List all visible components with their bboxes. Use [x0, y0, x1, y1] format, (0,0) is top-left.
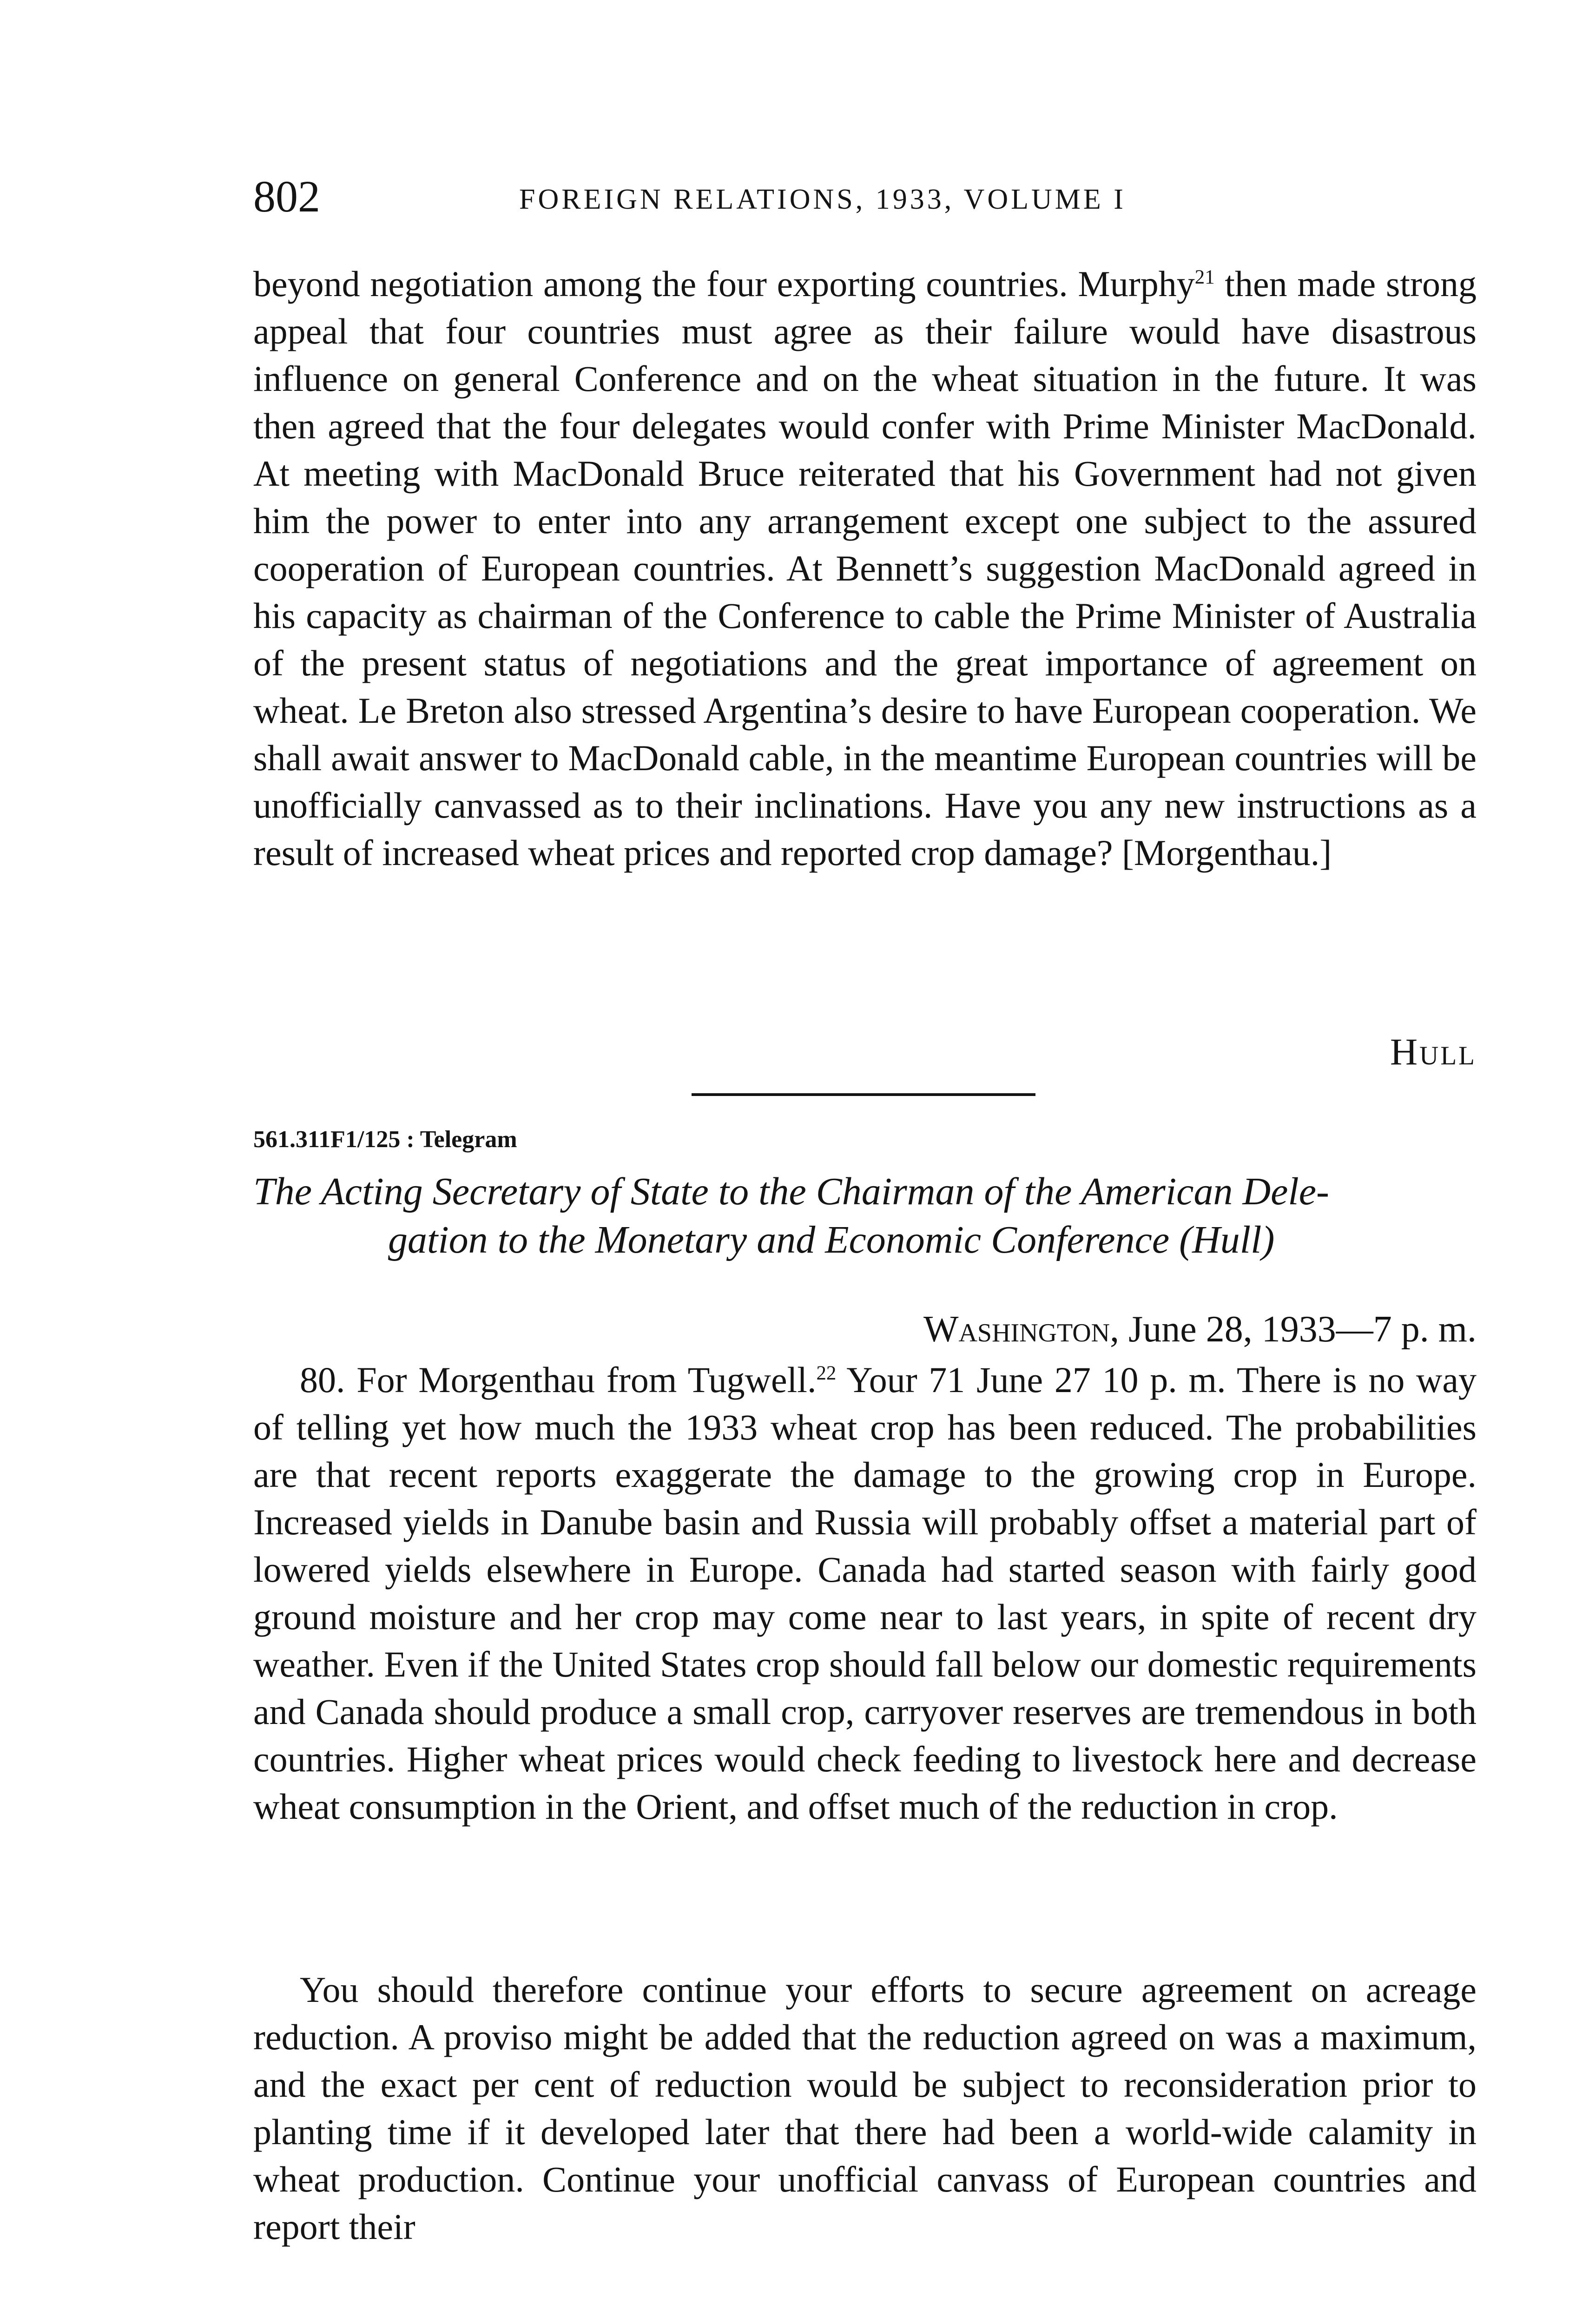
document-title [253, 1168, 1477, 1264]
document-file-number: 561.311F1/125 : Telegram [253, 1126, 517, 1153]
page-number: 802 [253, 172, 320, 221]
footnote-ref-21: 21 [1194, 266, 1215, 288]
document-title-line1: The Acting Secretary of State to the Chairman of the American Dele- [253, 1170, 1330, 1213]
signature-hull: Hull [1390, 1030, 1477, 1073]
paragraph-text: Your 71 June 27 10 p. m. There is no way of telling yet how much the 1933 wheat crop has been reduced. The probabilities are that recent reports exaggerate the damage to the growing crop in Europe. Increased yields in Danube basin and Russia will probably offset a material part of lowered yields elsewhere in Europe. Canada had started season with fairly good ground moisture and her crop may come near to last years, in spite of recent dry weather. Even if the United States crop should fall below our domestic requirements and Canada should produce a small crop, carryover reserves are tremendous in both countries. Higher wheat prices would check feeding to livestock here and decrease wheat consumption in the Orient, and offset much of the reduction in crop. [253, 1360, 1477, 1827]
paragraph-continuation [253, 260, 1477, 1032]
running-header [253, 171, 1477, 222]
footnote-ref-22: 22 [816, 1362, 837, 1384]
dateline [923, 1306, 1477, 1353]
section-divider [692, 1093, 1035, 1096]
paragraph-text: 80. For Morgenthau from Tugwell. [300, 1360, 817, 1400]
paragraph-text: then made strong appeal that four countries must agree as their failure would have disastrous influence on general Conference and on the wheat situation in the future. It was then agreed that the four delegates would confer with Prime Minister MacDonald. At meeting with MacDonald Bruce reiterated that his Government had not given him the power to enter into any arrangement except one subject to the assured cooperation of European countries. At Bennett’s suggestion MacDonald agreed in his capacity as chairman of the Conference to cable the Prime Minister of Australia of the present status of negotiations and the great importance of agreement on wheat. Le Breton also stressed Argentina’s desire to have European cooperation. We shall await answer to MacDonald cable, in the meantime European countries will be unofficially canvassed as to their inclinations. Have you any new instructions as a result of increased wheat prices and reported crop damage? [Morgenthau.] [253, 264, 1477, 873]
running-title: FOREIGN RELATIONS, 1933, VOLUME I [519, 184, 1126, 215]
dateline-date: , June 28, 1933—7 p. m. [1110, 1309, 1477, 1350]
telegram-paragraph-2: You should therefore continue your efforts to secure agreement on acreage reduction. A proviso might be added that the reduction agreed on was a maximum, and the exact per cent of reduction would be subject to reconsideration prior to planting time if it developed later that there had been a world-wide calamity in wheat production. Continue your unofficial canvass of European countries and report their [253, 1969, 1477, 2247]
telegram-paragraph-1 [253, 1356, 1477, 1965]
document-title-line2: gation to the Monetary and Economic Conference (Hull) [388, 1218, 1275, 1261]
dateline-place: Washington [923, 1309, 1110, 1350]
paragraph-text: beyond negotiation among the four exporting countries. Murphy [253, 264, 1195, 304]
